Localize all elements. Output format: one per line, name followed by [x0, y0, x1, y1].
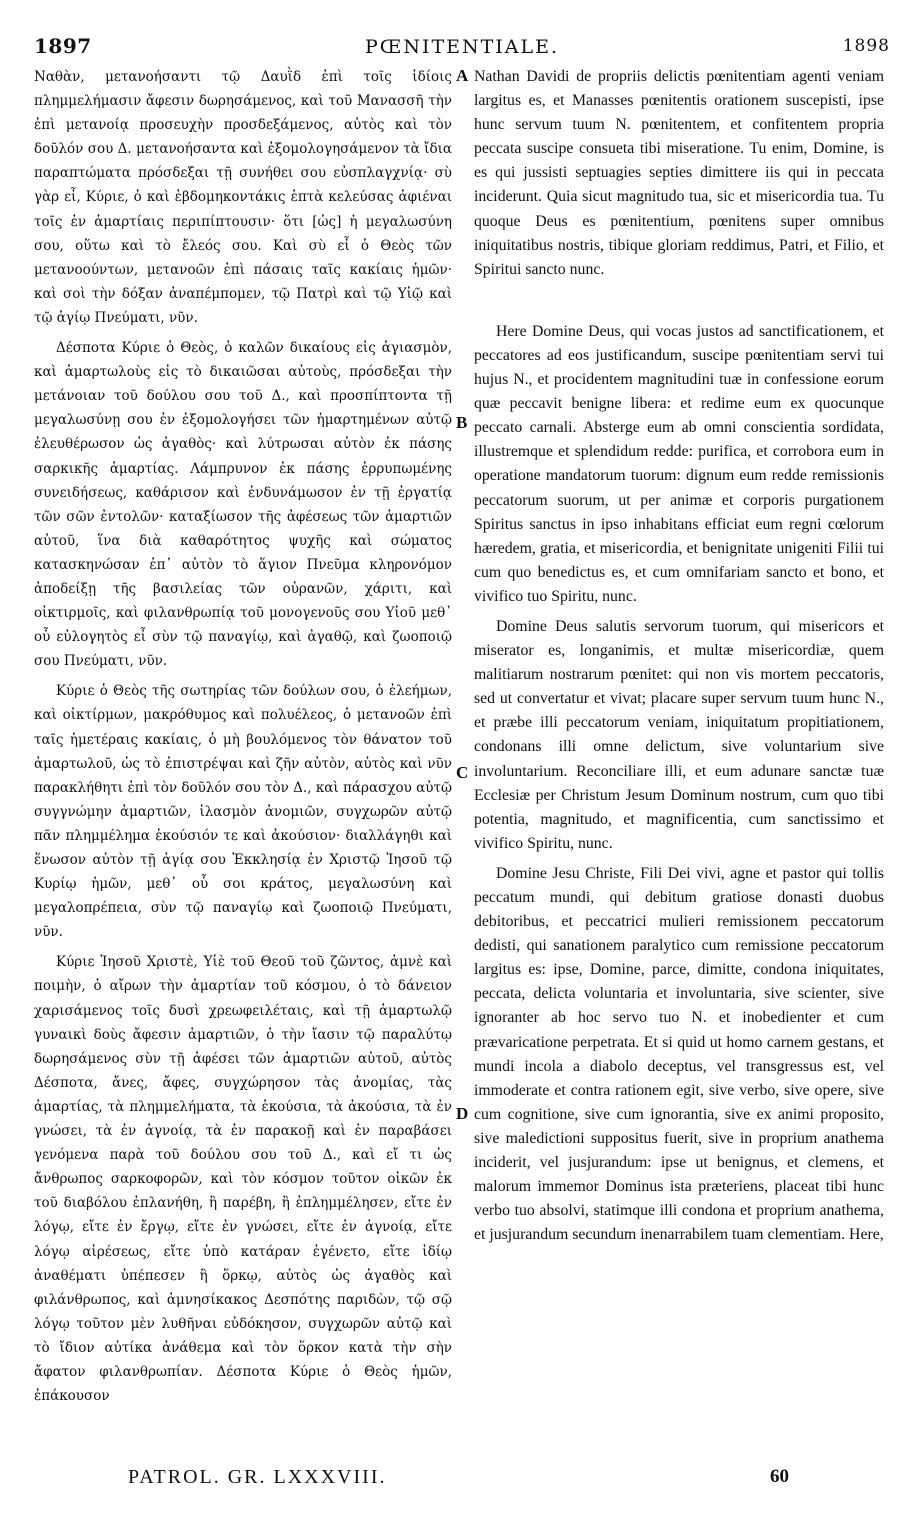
greek-paragraph-2: Δέσποτα Κύριε ὁ Θεὸς, ὁ καλῶν δικαίους εἰς ἁγιασμὸν, καὶ ἁμαρτωλοὺς εἰς τὸ δικαιῶσαι αὐτοὺς, πρόσδεξαι τὴν μετάνοιαν τοῦ δούλου σου τοῦ Δ., καὶ προσπίπτοντα τῇ μεγαλωσύνῃ σου ἐν ἐξομολογήσει τῶν ἡμαρτημένων αὐτῷ ἐλευθέρωσον ὡς ἀγαθὸς· καὶ λύτρωσαι αὐτὸν ἐκ πάσης σαρκικῆς ἁμαρτίας. Λάμπρυνον ἐκ πάσης ἐρρυπωμένης συνειδήσεως, καθάρισον καὶ ἐνδυνάμωσον ἐν τῇ ἐργατίᾳ τῶν σῶν ἐντολῶν· καταξίωσον τῆς ἀφέσεως τῶν ἁμαρτιῶν αὐτοῦ, ἵνα διὰ καθαρότητος ψυχῆς καὶ σώματος κατασκηνώσαν ἐπ᾽ αὐτὸν τὸ ἅγιον Πνεῦμα κληρονόμον ἀποδείξῃ τῆς βασιλείας τῶν οὐρανῶν, χάριτι, καὶ οἰκτιρμοῖς, καὶ φιλανθρωπίᾳ τοῦ μονογενοῦς σου Υἱοῦ μεθ᾽ οὗ εὐλογητὸς εἶ σὺν τῷ παναγίῳ, καὶ ἀγαθῷ, καὶ ζωοποιῷ σου Πνεύματι, νῦν.	[34, 340, 452, 670]
greek-paragraph-3: Κύριε ὁ Θεὸς τῆς σωτηρίας τῶν δούλων σου, ὁ ἐλεήμων, καὶ οἰκτίρμων, μακρόθυμος καὶ πολυέλεος, ὁ μετανοῶν ἐπὶ ταῖς ἡμετέραις κακίαις, ὁ μὴ βουλόμενος τὸν θάνατον τοῦ ἁμαρτωλοῦ, ὡς τὸ ἐπιστρέψαι καὶ ζῆν αὐτὸν, αὐτὸς καὶ νῦν παρακλήθητι ἐπὶ τὸν δοῦλόν σου τὸν Δ., καὶ πάρασχου αὐτῷ συγγνώμην ἁμαρτιῶν, ἱλασμὸν ἀνομιῶν, συγχωρῶν αὐτῷ πᾶν πλημμέλημα ἑκούσιόν τε καὶ ἀκούσιον· διαλλάγηθι καὶ ἕνωσον αὐτὸν τῇ ἁγίᾳ σου Ἐκκλησίᾳ ἐν Χριστῷ Ἰησοῦ τῷ Κυρίῳ ἡμῶν, μεθ᾽ οὗ σοι κράτος, μεγαλωσύνη καὶ μεγαλοπρέπεια, σὺν τῷ παναγίῳ καὶ ζωοποιῷ Πνεύματι, νῦν.	[34, 683, 452, 941]
latin-paragraph-1: Nathan Davidi de propriis delictis pœnitentiam agenti veniam largitus es, et Manasses pœnitentis orationem suscepisti, ipse hunc servum tuum N. pœnitentem, et confitentem propria peccata suscipe consueta tibi miseratione. Tu enim, Domine, is es qui jussisti septuagies septies dimittere iis qui in peccata inciderunt. Quia sicut magnitudo tua, sic et misericordia tua. Tu quoque Deus es pœnitentium, pœnitens super omnibus iniquitatibus nostris, tibique gloriam reddimus, Patri, et Filio, et Spiritui sancto nunc.	[474, 68, 884, 278]
margin-marker-a: A	[456, 66, 469, 85]
latin-paragraph-4: Domine Jesu Christe, Fili Dei vivi, agne et pastor qui tollis peccatum mundi, qui debitum gratiose donasti duobus debitoribus, et peccatrici mulieri remissionem peccatorum dedisti, qui sanationem paralytico cum remissione peccatorum largitus es: ipse, Domine, parce, dimitte, condona iniquitates, peccata, delicta voluntaria et involuntaria, sive scienter, sive ignoranter ab hoc servo tuo N. et inobedienter et cum prævaricatione perpetrata. Et si quid ut homo carnem gestans, et mundi incola a diabolo deceptus, vel transgressus est, vel immoderate et contra rationem egit, sive verbo, sive opere, sive cum cognitione, sive cum ignorantia, sive ex animi proposito, sive maledictioni suppositus fuerit, sive in proprium anathema inciderit, vel jusjurandum: ipse ut benignus, et clemens, et malorum immemor Dominus ista præteriens, placeat tibi hunc verbo tuo absolvi, statimque illi condona et proprium anathema, et jusjurandum secundum inenarrabilem tuam clementiam. Here,	[474, 864, 884, 1244]
page-header	[34, 34, 890, 64]
greek-paragraph-1: Ναθὰν, μετανοήσαντι τῷ Δαυῒδ ἐπὶ τοῖς ἰδίοις πλημμελήμασιν ἄφεσιν δωρησάμενος, καὶ τοῦ Μανασσῆ τὴν ἐπὶ μετανοίᾳ προσευχὴν προσδεξάμενος, αὐτὸς καὶ τὸν δοῦλόν σου Δ. μετανοήσαντα καὶ ἐξομολογησάμενον τὰ ἴδια παραπτώματα πρόσδεξαι τῇ συνήθει σου εὐσπλαγχνίᾳ· σὺ γὰρ εἶ, Κύριε, ὁ καὶ ἑβδομηκοντάκις ἑπτὰ κελεύσας ἀφιέναι τοῖς ἐν ἁμαρτίαις περιπίπτουσιν· ὅτι [ὡς] ἡ μεγαλωσύνη σου, οὕτω καὶ τὸ ἔλεός σου. Καὶ σὺ εἶ ὁ Θεὸς τῶν μετανοούντων, μετανοῶν ἐπὶ πάσαις ταῖς κακίαις ἡμῶν· καὶ σοὶ τὴν δόξαν ἀναπέμπομεν, τῷ Πατρὶ καὶ τῷ Υἱῷ καὶ τῷ ἁγίῳ Πνεύματι, νῦν.	[34, 69, 452, 326]
footer-signature: 60	[770, 1466, 789, 1487]
margin-marker-d: D	[456, 1104, 469, 1123]
greek-column	[34, 65, 452, 1408]
latin-paragraph-2: Here Domine Deus, qui vocas justos ad sanctificationem, et peccatores ad eos justificandum, suscipe pœnitentiam servi tui hujus N., et procidentem magnitudini tuæ in confessione eorum quæ peccavit benigne libera: et redime eum ex quocunque peccato carnali. Absterge eum ab omni conscientia sordidata, illustremque et splendidum redde: purifica, et corrobora eum in operatione mandatorum tuorum: dignum eum redde remissionis peccatorum suorum, ut per animæ et corporis purgationem Spiritus sanctus in ipso inhabitans efficiat eum regni cœlorum hæredem, gratia, et misericordia, et benignitate unigeniti Filii tui cum quo benedictus es, et cum omnifariam sancto et bono, et vivifico tuo Spiritu, nunc.	[474, 322, 884, 605]
margin-marker-b: B	[456, 413, 468, 432]
latin-column	[474, 65, 884, 1247]
footer-source: PATROL. GR. LXXXVIII.	[128, 1466, 387, 1488]
margin-marker-c: C	[456, 763, 469, 782]
page-number-left: 1897	[34, 34, 92, 58]
greek-paragraph-4: Κύριε Ἰησοῦ Χριστὲ, Υἱὲ τοῦ Θεοῦ τοῦ ζῶντος, ἀμνὲ καὶ ποιμὴν, ὁ αἴρων τὴν ἁμαρτίαν τοῦ κόσμου, ὁ τὸ δάνειον χαρισάμενος τοῖς δυσὶ χρεωφειλέταις, καὶ τῇ ἁμαρτωλῷ γυναικὶ δοὺς ἄφεσιν ἁμαρτιῶν, ὁ τὴν ἴασιν τῷ παραλύτῳ δωρησάμενος σὺν τῇ ἀφέσει τῶν ἁμαρτιῶν αὐτοῦ, αὐτὸς Δέσποτα, ἄνες, ἄφες, συγχώρησον τὰς ἀνομίας, τὰς ἁμαρτίας, τὰ πλημμελήματα, τὰ ἑκούσια, τὰ ἀκούσια, τὰ ἐν γνώσει, τὰ ἐν ἀγνοίᾳ, τὰ ἐν παρακοῇ καὶ ἐν παραβάσει γενόμενα παρὰ τοῦ δούλου σου τοῦ Δ., καὶ εἴ τι ὡς ἄνθρωπος σαρκοφορῶν, καὶ τὸν κόσμον τοῦτον οἰκῶν ἐκ τοῦ διαβόλου ἐπλανήθη, ἢ παρέβη, ἢ ἐπλημμέλησεν, εἴτε ἐν λόγῳ, εἴτε ἐν ἔργῳ, εἴτε ἐν γνώσει, εἴτε ἐν ἀγνοίᾳ, εἴτε λόγῳ αἱρέσεως, εἴτε ὑπὸ κατάραν ἐγένετο, εἴτε ἰδίῳ ἀναθέματι ὑπέπεσεν ἢ ὅρκῳ, αὐτὸς ὡς ἀγαθὸς καὶ φιλάνθρωπος, καὶ ἀμνησίκακος Δεσπότης παριδὼν, τῷ σῷ λόγῳ τοῦτον μὲν λυθῆναι εὐδόκησον, συγχωρῶν αὐτῷ καὶ τὸ ἴδιον αὐτίκα ἀνάθεμα καὶ τὸν ὅρκον κατὰ τὴν σὴν ἄφατον φιλανθρωπίαν. Δέσποτα Κύριε ὁ Θεὸς ἡμῶν, ἐπάκουσον	[34, 954, 452, 1405]
page-number-right: 1898	[842, 36, 890, 56]
latin-paragraph-3: Domine Deus salutis servorum tuorum, qui misericors et miserator es, longanimis, et multæ misericordiæ, quem malitiarum nostrarum pœnitet: qui non vis mortem peccatoris, sed ut convertatur et vivat; placare super servum tuum hunc N., et præbe illi peccatorum veniam, iniquitatum propitiationem, condonans illi omne delictum, sive voluntarium sive involuntarium. Reconciliare illi, et eum adunare sanctæ tuæ Ecclesiæ per Christum Jesum Dominum nostrum, cum quo tibi potentia, magnitudo, et magnificentia, cum sanctissimo et vivifico Spiritu, nunc.	[474, 617, 884, 852]
running-title: PŒNITENTIALE.	[364, 36, 560, 58]
